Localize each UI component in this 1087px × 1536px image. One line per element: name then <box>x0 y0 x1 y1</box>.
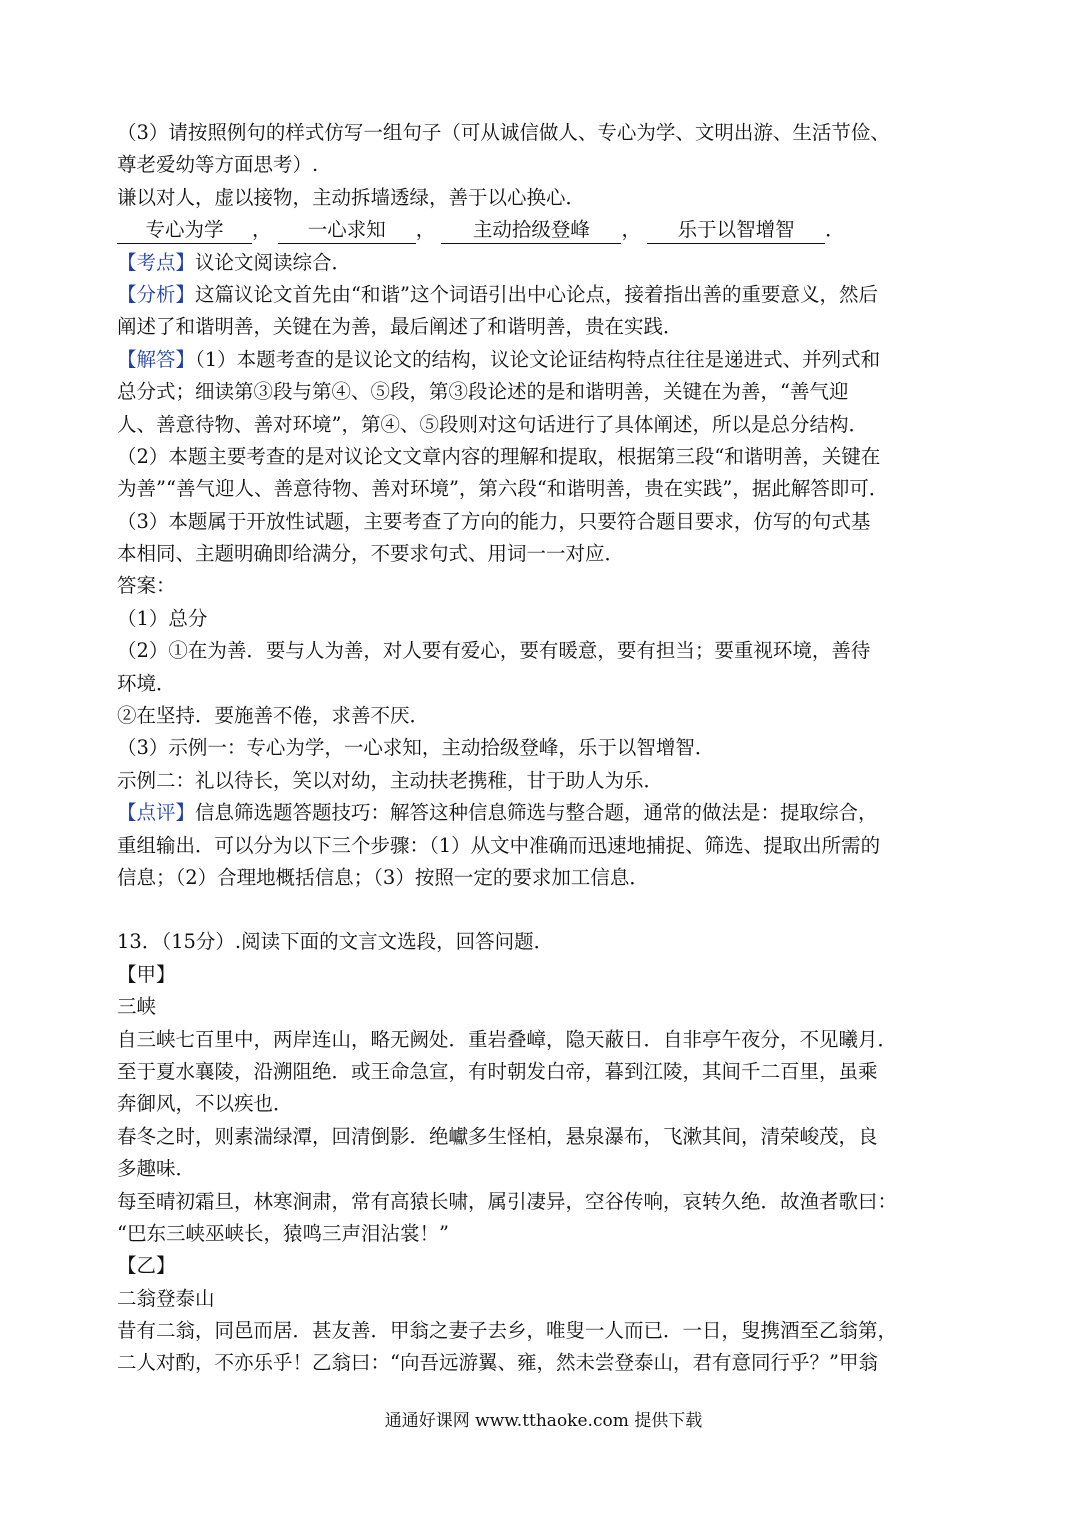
passage-line: 自三峡七百里中，两岸连山，略无阙处．重岩叠嶂，隐天蔽日．自非亭午夜分，不见曦月． <box>117 1027 898 1051</box>
comma: ， <box>621 218 641 242</box>
fenxi-text: 这篇议论文首先由“和谐”这个词语引出中心论点，接着指出善的重要意义，然后 <box>195 282 878 306</box>
passage-label-yi: 【乙】 <box>117 1254 176 1278</box>
passage-line: 二人对酌，不亦乐乎！乙翁曰：“向吾远游翼、雍，然未尝登泰山，君有意同行乎？”甲翁 <box>117 1351 878 1375</box>
jieda-line: 人、善意待物、善对环境”，第④、⑤段则对这句话进行了具体阐述，所以是总分结构． <box>117 412 868 436</box>
passage-line: “巴东三峡巫峡长，猿鸣三声泪沾裳！” <box>117 1221 449 1245</box>
jieda-line <box>117 344 977 376</box>
passage-line: 多趣味． <box>117 1157 196 1181</box>
passage-line: 昔有二翁，同邑而居．甚友善．甲翁之妻子去乡，唯叟一人而已．一日，叟携酒至乙翁第， <box>117 1319 898 1343</box>
daan-line: 示例二：礼以待长，笑以对幼，主动扶老携稚，甘于助人为乐． <box>117 768 664 792</box>
comma: ， <box>415 218 436 242</box>
daan-line: （1）总分 <box>117 606 208 630</box>
q3-example: 谦以对人，虚以接物，主动拆墙透绿，善于以心换心． <box>117 185 586 209</box>
dianping-line <box>117 797 977 829</box>
fenxi-line <box>117 279 977 311</box>
q3-prompt-line: 尊老爱幼等方面思考）. <box>117 153 319 177</box>
daan-line: ②在坚持．要施善不倦，求善不厌． <box>117 704 430 728</box>
passage-line: 至于夏水襄陵，沿溯阻绝．或王命急宣，有时朝发白帝，暮到江陵，其间千二百里，虽乘 <box>117 1059 878 1083</box>
jieda-line: （3）本题属于开放性试题，主要考查了方向的能力，只要符合题目要求，仿写的句式基 <box>117 509 871 533</box>
passage-line: 春冬之时，则素湍绿潭，回清倒影．绝巘多生怪柏，悬泉瀑布，飞漱其间，清荣峻茂，良 <box>117 1124 878 1148</box>
passage-title: 三峡 <box>117 995 157 1019</box>
jieda-tag: 【解答】 <box>117 347 196 371</box>
document-body <box>117 117 977 1380</box>
dianping-line: 重组输出．可以分为以下三个步骤：（1）从文中准确而迅速地捕捉、筛选、提取出所需的 <box>117 833 881 857</box>
daan-line: 环境． <box>117 671 176 695</box>
daan-label: 答案： <box>117 574 176 598</box>
jieda-line: （2）本题主要考查的是对议论文文章内容的理解和提取，根据第三段“和谐明善，关键在 <box>117 444 881 468</box>
answer-blank: 乐于以智增智 <box>647 217 825 244</box>
period: ． <box>825 218 845 242</box>
answer-blank: 一心求知 <box>278 217 416 244</box>
q3-answer-blanks <box>117 214 977 246</box>
section-gap <box>117 894 977 926</box>
jieda-line: 本相同、主题明确即给满分，不要求句式、用词一一对应． <box>117 542 625 566</box>
answer-blank: 专心为学 <box>117 217 252 244</box>
passage-line: 每至晴初霜旦，林寒涧肃，常有高猿长啸，属引凄异，空谷传响，哀转久绝．故渔者歌曰： <box>117 1189 898 1213</box>
passage-title: 二翁登泰山 <box>117 1286 215 1310</box>
kaodian-line <box>117 247 977 279</box>
jieda-text: （1）本题考查的是议论文的结构，议论文论证结构特点往往是递进式、并列式和 <box>195 347 881 371</box>
daan-line: （3）示例一：专心为学，一心求知，主动拾级登峰，乐于以智增智． <box>117 736 715 760</box>
answer-blank: 主动拾级登峰 <box>441 217 621 244</box>
passage-label-jia: 【甲】 <box>117 962 176 986</box>
passage-line: 奔御风，不以疾也． <box>117 1092 293 1116</box>
jieda-line: 为善”“善气迎人、善意待物、善对环境”，第六段“和谐明善，贵在实践”，据此解答即可． <box>117 477 889 501</box>
comma: ， <box>252 218 272 242</box>
dianping-text: 信息筛选题答题技巧：解答这种信息筛选与整合题，通常的做法是：提取综合， <box>195 801 878 825</box>
dianping-tag: 【点评】 <box>117 801 196 825</box>
page-footer: 通通好课网 www.tthaoke.com 提供下载 <box>384 1411 703 1431</box>
kaodian-text: 议论文阅读综合． <box>195 250 352 274</box>
fenxi-line: 阐述了和谐明善，关键在为善，最后阐述了和谐明善，贵在实践． <box>117 315 683 339</box>
kaodian-tag: 【考点】 <box>117 250 196 274</box>
fenxi-tag: 【分析】 <box>117 282 196 306</box>
q13-heading: 13．（15分）.阅读下面的文言文选段，回答问题． <box>117 930 554 954</box>
q3-prompt-line: （3）请按照例句的样式仿写一组句子（可从诚信做人、专心为学、文明出游、生活节俭、 <box>117 121 890 144</box>
dianping-line: 信息；（2）合理地概括信息；（3）按照一定的要求加工信息． <box>117 865 649 889</box>
jieda-line: 总分式；细读第③段与第④、⑤段，第③段论述的是和谐明善，关键在为善，“善气迎 <box>117 380 849 404</box>
daan-line: （2）①在为善．要与人为善，对人要有爱心，要有暖意，要有担当；要重视环境，善待 <box>117 639 871 663</box>
